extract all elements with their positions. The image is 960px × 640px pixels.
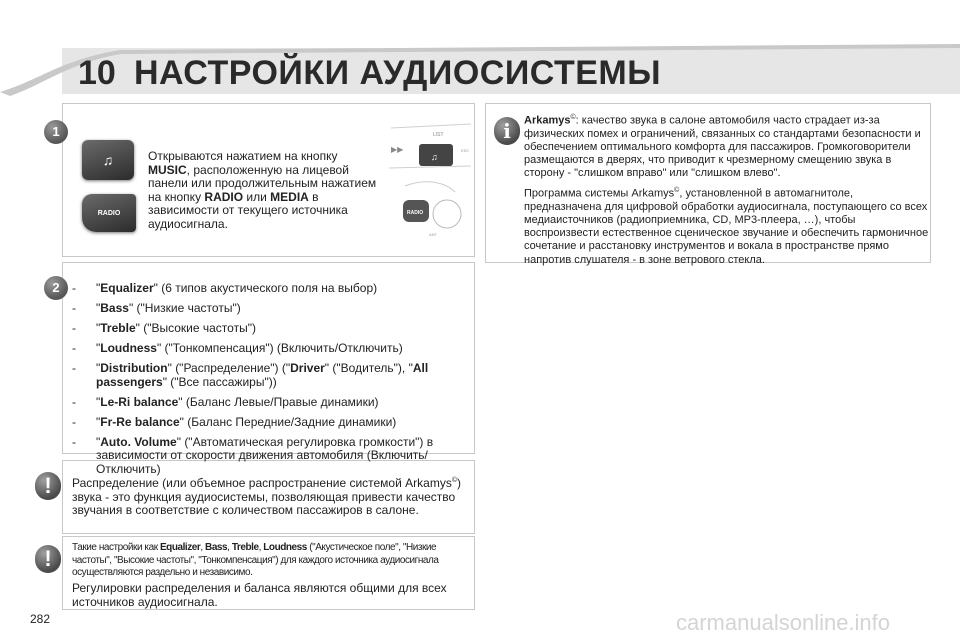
console-esc-label: ESC — [461, 148, 470, 153]
console-illustration — [385, 108, 471, 254]
radio-button-image: RADIO — [82, 194, 136, 232]
info-program-text: Программа системы Arkamys©, установленной в автомагнитоле, предназначена для цифровой обработки аудиосигнала, поступающего со всех медиаисточников (радиоприемника, CD, MP3-плеера, …), чтобы воспроизвести естественное сценическое звучание и обеспечить гармоничное сочетание и расстановку инструментов и вокала в пространстве прямо напротив слушателя - в зоне ветрового стекла. — [524, 187, 929, 266]
watermark: carmanualsonline.info — [676, 610, 891, 635]
console-list-label: LIST — [433, 132, 444, 138]
warning-icon: ! — [35, 472, 61, 500]
console-radio-label: RADIO — [407, 210, 424, 216]
step-1-badge: 1 — [44, 120, 68, 144]
list-item: - "Treble" ("Высокие частоты") — [72, 321, 256, 335]
chapter-number: 10 — [78, 54, 116, 92]
info-icon: i — [494, 117, 520, 145]
step-2-badge: 2 — [44, 276, 68, 300]
music-button-image: ♫ — [82, 140, 134, 180]
console-ant-label: ANT — [429, 232, 437, 237]
list-item: - "Fr-Re balance" (Баланс Передние/Задние динамики) — [72, 414, 397, 429]
settings-list — [72, 282, 472, 483]
page-title: НАСТРОЙКИ АУДИОСИСТЕМЫ — [134, 54, 662, 92]
list-item: - "Equalizer" (6 типов акустического поля на выбор) — [72, 281, 378, 295]
warning1-text: Распределение (или объемное распространение системой Arkamys©) звука - это функция аудиосистемы, позволяющая привести качество звучания в соответствие с количеством пассажиров в салоне. — [72, 476, 461, 517]
step1-description: Открываются нажатием на кнопку MUSIC, расположенную на лицевой панели или продолжительным нажатием на кнопку RADIO или MEDIA в зависимости от текущего источника аудиосигнала. — [148, 149, 377, 231]
warning-icon: ! — [35, 545, 61, 573]
list-item: - "Bass" ("Низкие частоты") — [72, 301, 241, 315]
list-item: - "Le-Ri balance" (Баланс Левые/Правые динамики) — [72, 394, 379, 409]
warning2-text: Такие настройки как Equalizer, Bass, Treble, Loudness ("Акустическое поле", "Низкие частоты", "Высокие частоты", "Тонкомпенсация") для каждого источника аудиосигнала осуществляются раздельно и независимо. — [72, 542, 439, 578]
page-number: 282 — [30, 612, 51, 626]
info-arkamys-text: Arkamys©: качество звука в салоне автомобиля часто страдает из-за физических помех и ограничений, связанных со стандартами безопасности и обеспечением оптимального комфорта для пассажиров. Громкоговорители размещаются в дверях, что приводит к чрезмерному смещению звука в сторону - "слишком вправо" или "слишком влево". — [524, 114, 921, 180]
warning2-note: Регулировки распределения и баланса являются общими для всех источников аудиосигнала. — [72, 581, 447, 609]
list-item: - "Distribution" ("Распределение") ("Driver" ("Водитель"), "All passengers" ("Все пассажиры")) — [72, 361, 429, 389]
svg-text:♫: ♫ — [431, 152, 438, 162]
list-item: - "Auto. Volume" ("Автоматическая регулировка громкости") в зависимости от скорости движения автомобиля (Включить/Отключить) — [72, 434, 434, 476]
svg-text:▶▶: ▶▶ — [391, 145, 404, 154]
list-item: - "Loudness" ("Тонкомпенсация") (Включить/Отключить) — [72, 341, 403, 355]
